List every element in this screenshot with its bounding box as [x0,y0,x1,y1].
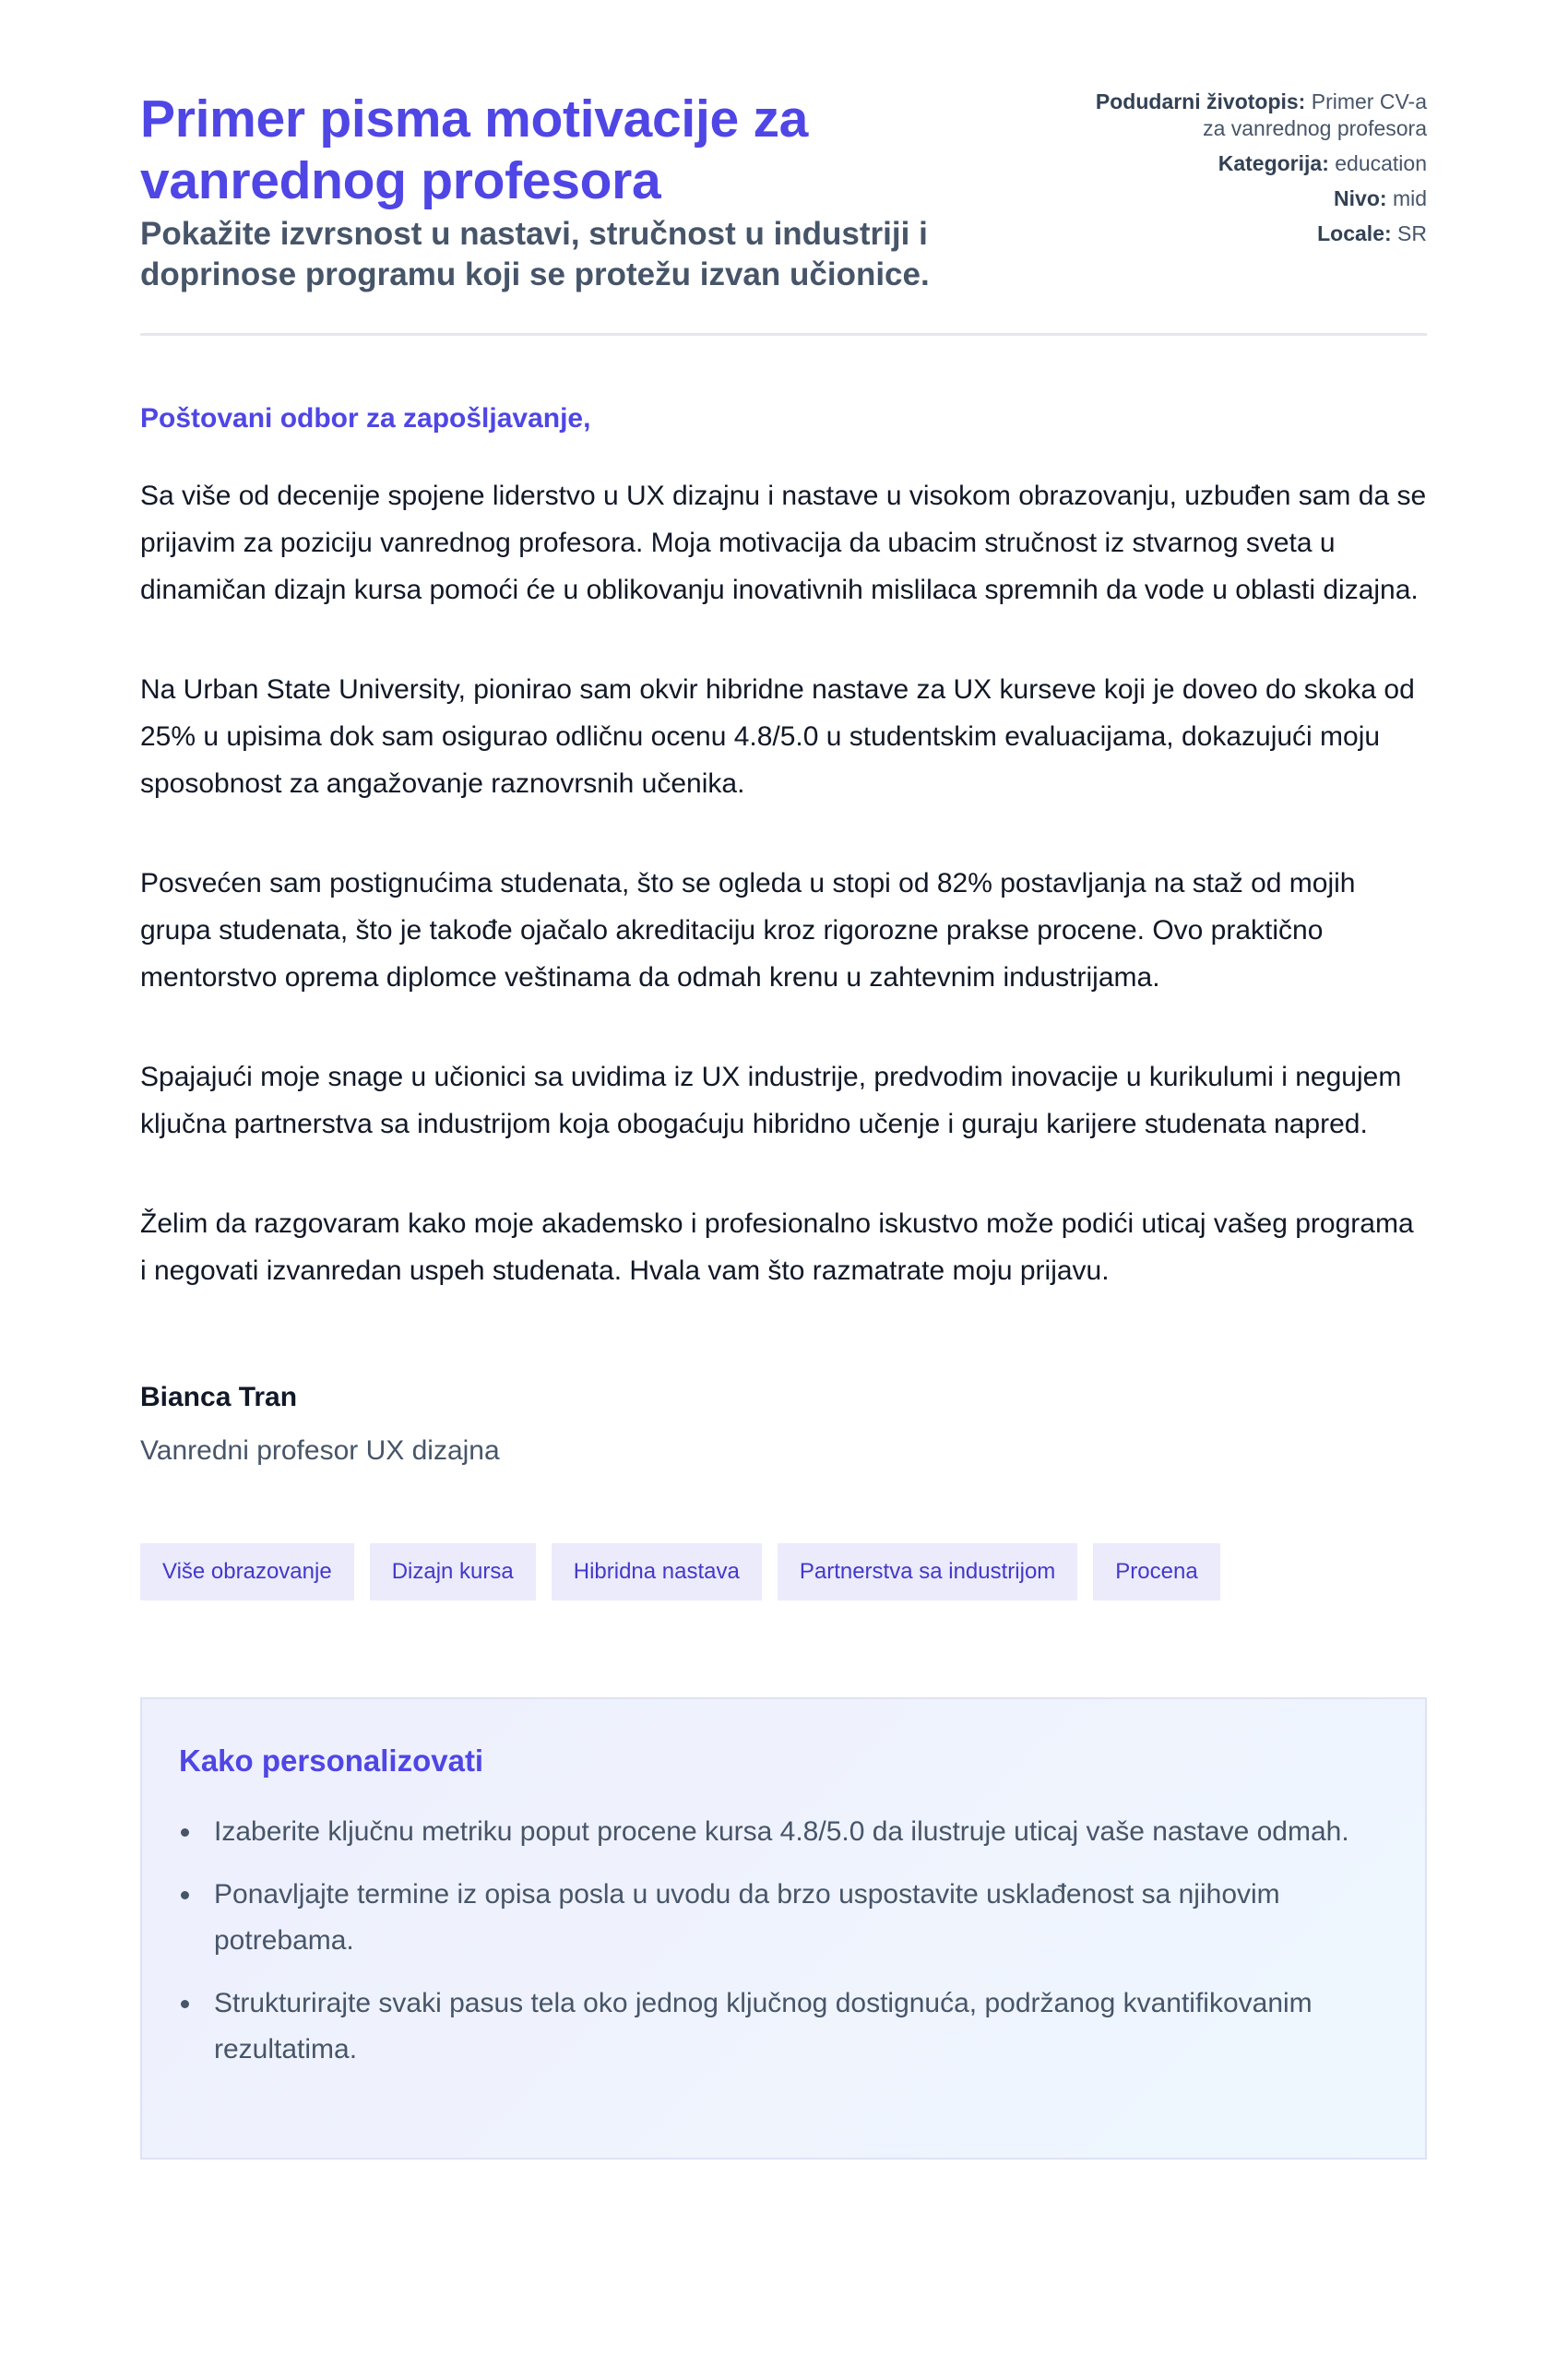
page-subtitle: Pokažite izvrsnost u nastavi, stručnost u industriji i doprinose programu koji se protežu izvan učionice. [140,216,930,292]
cover-letter-page [140,0,1427,2160]
meta-label: Nivo: [1334,186,1387,210]
meta-level [1095,185,1427,212]
tip-text: Ponavljajte termine iz opisa posla u uvodu da brzo uspostavite usklađenost sa njihovim potrebama. [214,1879,1280,1956]
meta-value: mid [1392,186,1427,210]
meta-matching-resume [1095,89,1427,142]
tip-item [179,1872,1388,1964]
tag: Dizajn kursa [370,1543,536,1600]
meta-locale [1095,220,1427,247]
tip-item [179,1809,1388,1855]
letter-paragraph: Na Urban State University, pionirao sam okvir hibridne nastave za UX kurseve koji je doveo do skoka od 25% u upisima dok sam osigurao odličnu ocenu 4.8/5.0 u studentskim evaluacijama, dokazujući moju sposobnost za angažovanje raznovrsnih učenika. [140,674,1415,799]
letter-paragraph: Želim da razgovaram kako moje akademsko i profesionalno iskustvo može podići uticaj vašeg programa i negovati izvanredan uspeh studenata. Hvala vam što razmatrate moju prijavu. [140,1208,1414,1286]
meta-matching-resume-link[interactable]: Primer CV-a za vanrednog profesora [1203,89,1427,140]
meta-label: Podudarni životopis: [1095,89,1306,113]
meta-value: education [1335,151,1427,175]
letter-paragraph: Spajajući moje snage u učionici sa uvidima iz UX industrije, predvodim inovacije u kurikulumi i negujem ključna partnerstva sa industrijom koja obogaćuju hibridno učenje i guraju karijere studenata napred. [140,1062,1402,1139]
letter-paragraph: Sa više od decenije spojene liderstvo u UX dizajnu i nastave u visokom obrazovanju, uzbuđen sam da se prijavim za poziciju vanrednog profesora. Moja motivacija da ubacim stručnost iz stvarnog sveta u dinamičan dizajn kursa pomoći će u oblikovanju inovativnih mislilaca spremnih da vode u oblasti dizajna. [140,481,1427,605]
tag: Više obrazovanje [140,1543,354,1600]
meta-value: SR [1397,221,1427,245]
tip-item [179,1981,1388,2073]
letter-greeting: Poštovani odbor za zapošljavanje, [140,403,591,434]
page-header [140,0,1427,336]
tips-title: Kako personalizovati [179,1743,484,1778]
letter-body [140,400,1427,1470]
tip-text: Izaberite ključnu metriku poput procene kursa 4.8/5.0 da ilustruje uticaj vaše nastave odmah. [214,1816,1349,1847]
signature-name: Bianca Tran [140,1382,298,1412]
tips-list [179,1809,1388,2073]
meta-label: Locale: [1317,221,1392,245]
tip-text: Strukturirajte svaki pasus tela oko jednog ključnog dostignuća, podržanog kvantifikovanim rezultatima. [214,1988,1313,2064]
signature-title: Vanredni profesor UX dizajna [140,1435,500,1466]
tag: Hibridna nastava [552,1543,762,1600]
page-title: Primer pisma motivacije za vanrednog profesora [140,89,809,210]
letter-paragraph: Posvećen sam postignućima studenata, što se ogleda u stopi od 82% postavljanja na staž od mojih grupa studenata, što je takođe ojačalo akreditaciju kroz rigorozne prakse procene. Ovo praktično mentorstvo oprema diplomce veštinama da odmah krenu u zahtevnim industrijama. [140,868,1356,993]
tag: Partnerstva sa industrijom [778,1543,1077,1600]
meta-category [1095,150,1427,177]
meta-info [1095,89,1427,256]
tag-list [140,1543,1427,1600]
meta-label: Kategorija: [1218,151,1329,175]
personalize-tips-box [140,1697,1427,2160]
tag: Procena [1093,1543,1219,1600]
